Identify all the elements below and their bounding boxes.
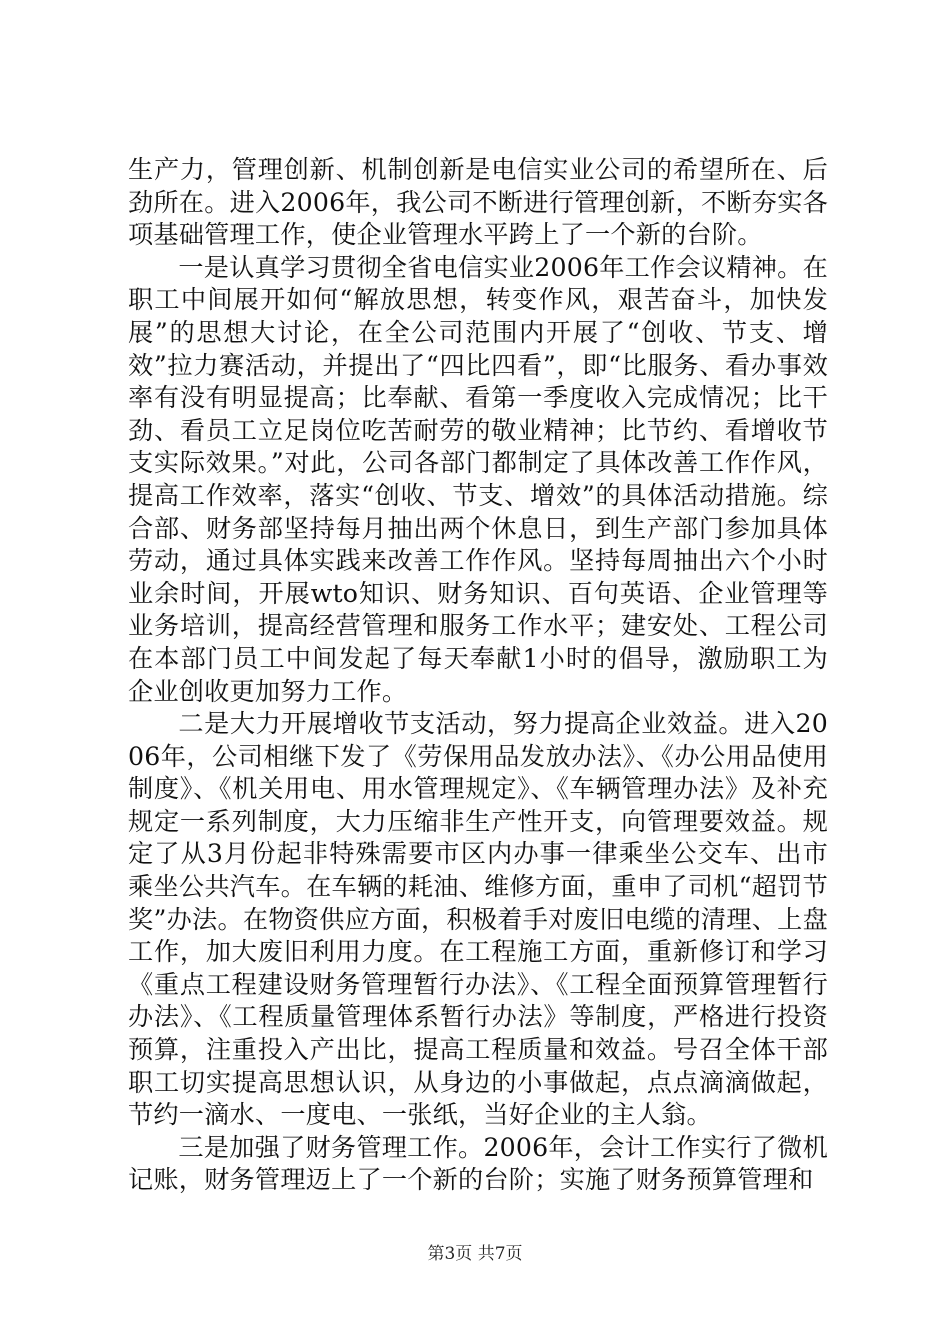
paragraph-item-two: 二是大力开展增收节支活动，努力提高企业效益。进入2006年，公司相继下发了《劳保用品发放办法》、《办公用品使用制度》、《机关用电、用水管理规定》、《车辆管理办法》及补充规定一系列制度，大力压缩非生产性开支，向管理要效益。规定了从3月份起非特殊需要市区内办事一律乘坐公交车、出市乘坐公共汽车。在车辆的耗油、维修方面，重申了司机“超罚节奖”办法。在物资供应方面，积极着手对废旧电缆的清理、上盘工作，加大废旧利用力度。在工程施工方面，重新修订和学习《重点工程建设财务管理暂行办法》、《工程全面预算管理暂行办法》、《工程质量管理体系暂行办法》等制度，严格进行投资预算，注重投入产出比，提高工程质量和效益。号召全体干部职工切实提高思想认识，从身边的小事做起，点点滴滴做起，节约一滴水、一度电、一张纸，当好企业的主人翁。 bbox=[128, 709, 828, 1130]
paragraph-item-one: 一是认真学习贯彻全省电信实业2006年工作会议精神。在职工中间展开如何“解放思想，转变作风，艰苦奋斗，加快发展”的思想大讨论，在全公司范围内开展了“创收、节支、增效”拉力赛活动，并提出了“四比四看”，即“比服务、看办事效率有没有明显提高；比奉献、看第一季度收入完成情况；比干劲、看员工立足岗位吃苦耐劳的敬业精神；比节约、看增收节支实际效果。”对此，公司各部门都制定了具体改善工作作风，提高工作效率，落实“创收、节支、增效”的具体活动措施。综合部、财务部坚持每月抽出两个休息日，到生产部门参加具体劳动，通过具体实践来改善工作作风。坚持每周抽出六个小时业余时间，开展wto知识、财务知识、百句英语、企业管理等业务培训，提高经营管理和服务工作水平；建安处、工程公司在本部门员工中间发起了每天奉献1小时的倡导，激励职工为企业创收更加努力工作。 bbox=[128, 252, 828, 706]
document-body bbox=[128, 154, 828, 1197]
page-number: 第3页 共7页 bbox=[427, 1244, 523, 1264]
paragraph-item-three: 三是加强了财务管理工作。2006年，会计工作实行了微机记账，财务管理迈上了一个新的台阶；实施了财务预算管理和 bbox=[128, 1132, 828, 1195]
paragraph-continuation: 生产力，管理创新、机制创新是电信实业公司的希望所在、后劲所在。进入2006年，我公司不断进行管理创新，不断夯实各项基础管理工作，使企业管理水平跨上了一个新的台阶。 bbox=[128, 155, 828, 250]
